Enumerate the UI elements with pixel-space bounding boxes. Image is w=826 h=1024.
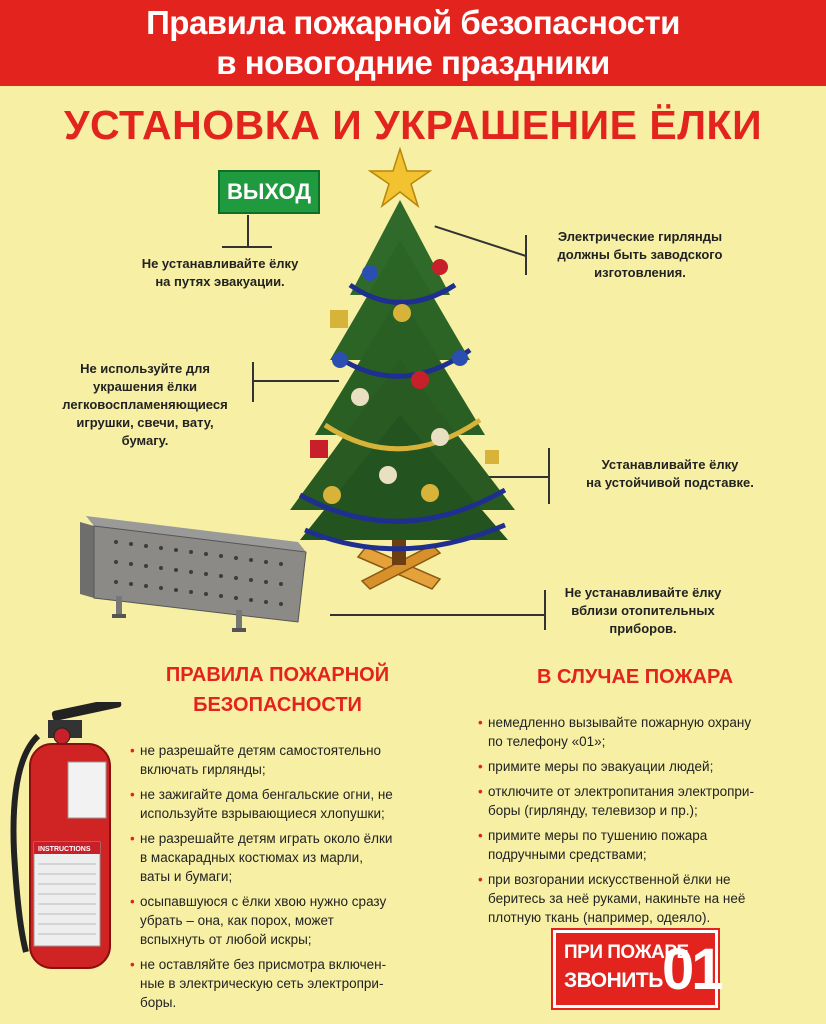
list-item: • не разрешайте детям играть около ёлки в маскарадных костюмах из марли, ваты и бумаги;: [130, 829, 430, 886]
list-item: • немедленно вызывайте пожарную охрану по телефону «01»;: [478, 713, 798, 751]
rules-title-line: БЕЗОПАСНОСТИ: [193, 694, 362, 716]
list-item: • отключите от электропитания электропри- боры (гирлянду, телевизор и пр.);: [478, 782, 798, 820]
connector-line: [548, 448, 550, 504]
callout-decorations: [40, 360, 250, 450]
list-item: • не разрешайте детям самостоятельно включать гирлянды;: [130, 741, 430, 779]
tree-branches: [290, 200, 515, 540]
christmas-tree-illustration: [280, 145, 530, 600]
connector-line: [247, 215, 249, 248]
callout-line: Устанавливайте ёлку: [601, 457, 739, 472]
callout-line: украшения ёлки: [93, 379, 197, 394]
page-title: УСТАНОВКА И УКРАШЕНИЕ ЁЛКИ: [63, 102, 763, 148]
list-item: • при возгорании искусственной ёлки не беритесь за неё руками, накиньте на неё плотную ткань (например, одеяло).: [478, 870, 798, 927]
callout-line: Не устанавливайте ёлку: [564, 585, 722, 600]
emergency-call-box: [553, 930, 721, 1008]
callout-line: легковоспламеняющиеся: [62, 397, 228, 412]
call-box-line2: ЗВОНИТЬ: [564, 969, 663, 992]
callout-line: вблизи отопительных: [571, 603, 715, 618]
callout-line: должны быть заводского: [557, 247, 723, 262]
exit-sign: ВЫХОД: [218, 170, 320, 214]
list-item: • не оставляйте без присмотра включен- ные в электрическую сеть электропри- боры.: [130, 955, 430, 1012]
connector-line: [222, 246, 272, 248]
list-item: • примите меры по тушению пожара подручными средствами;: [478, 826, 798, 864]
callout-garlands: [525, 228, 755, 282]
connector-line: [330, 614, 544, 616]
header-banner: [0, 0, 826, 86]
list-item: • осыпавшуюся с ёлки хвою нужно сразу убрать – она, как порох, может вспыхнуть от любой искры;: [130, 892, 430, 949]
callout-heaters: [528, 584, 758, 638]
tree-stand: [358, 535, 440, 589]
callout-line: игрушки, свечи, вату,: [76, 415, 214, 430]
heater-illustration: [76, 512, 312, 636]
callout-line: Электрические гирлянды: [557, 229, 723, 244]
call-box-line1: ПРИ ПОЖАРЕ: [564, 942, 689, 963]
callout-line: на устойчивой подставке.: [586, 475, 754, 490]
header-title-line2: в новогодние праздники: [216, 44, 610, 81]
callout-line: Не устанавливайте ёлку: [141, 256, 299, 271]
rules-title-line: ПРАВИЛА ПОЖАРНОЙ: [165, 664, 390, 686]
rules-section-title: [130, 660, 425, 720]
star-icon: [370, 149, 430, 206]
header-title-line1: Правила пожарной безопасности: [146, 4, 680, 41]
callout-stand: [555, 456, 785, 492]
callout-line: на путях эвакуации.: [155, 274, 285, 289]
callout-line: бумагу.: [121, 433, 169, 448]
extinguisher-label: INSTRUCTIONS: [38, 846, 91, 853]
fire-actions-list: [478, 713, 798, 933]
list-item: • не зажигайте дома бенгальские огни, не используйте взрывающиеся хлопушки;: [130, 785, 430, 823]
callout-line: Не используйте для: [80, 361, 210, 376]
connector-line: [252, 362, 254, 402]
rules-list: [130, 741, 430, 1018]
callout-line: приборов.: [609, 621, 677, 636]
call-box-number: 01: [662, 937, 721, 1002]
list-item: • примите меры по эвакуации людей;: [478, 757, 798, 776]
callout-line: изготовления.: [594, 265, 686, 280]
fire-extinguisher-illustration: [8, 702, 126, 974]
fire-section-title: В СЛУЧАЕ ПОЖАРА: [536, 666, 734, 688]
